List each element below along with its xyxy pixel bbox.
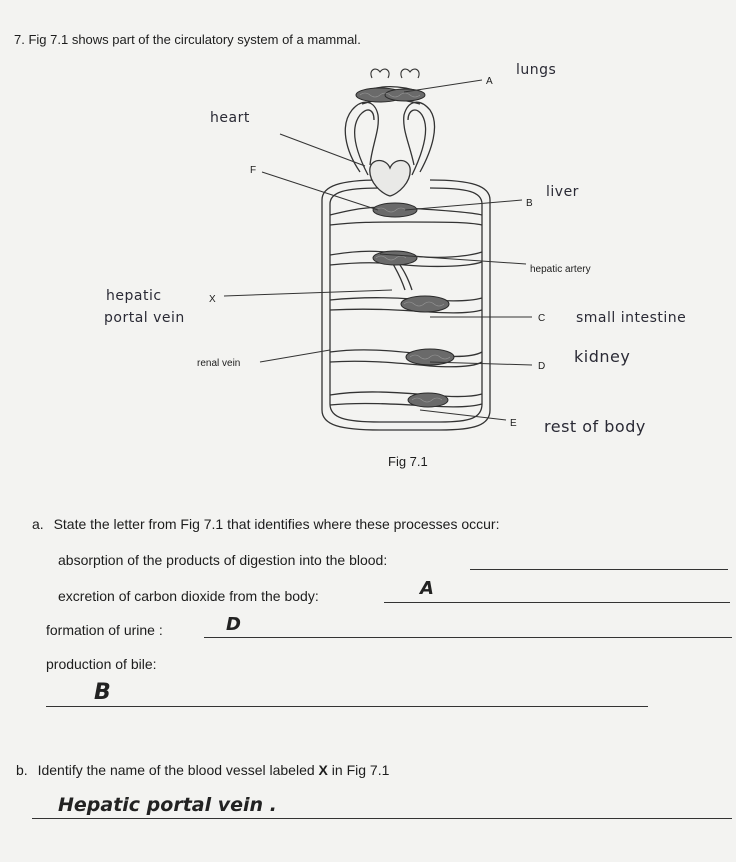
answer-line-excretion-co2[interactable]	[384, 602, 730, 603]
item-absorption: absorption of the products of digestion into the blood:	[58, 552, 388, 568]
answer-production-of-bile: B	[94, 680, 111, 705]
answer-line-part-b[interactable]	[32, 818, 732, 819]
label-hepatic-artery: hepatic artery	[530, 264, 591, 275]
answer-line-formation-of-urine[interactable]	[204, 637, 732, 638]
hw-liver: liver	[546, 184, 579, 200]
hw-rest-of-body: rest of body	[544, 417, 646, 436]
label-B: B	[526, 198, 533, 209]
item-excretion-co2: excretion of carbon dioxide from the body:	[58, 588, 319, 604]
question-number: 7.	[14, 32, 25, 47]
label-F: F	[250, 165, 257, 176]
label-C: C	[538, 313, 546, 324]
hw-portal-vein: portal vein	[104, 310, 185, 326]
item-production-of-bile: production of bile:	[46, 656, 157, 672]
hw-lungs: lungs	[516, 62, 557, 78]
part-a-text: State the letter from Fig 7.1 that identifies where these processes occur:	[53, 516, 500, 532]
item-formation-of-urine: formation of urine :	[46, 622, 163, 638]
part-a-prompt	[32, 516, 499, 532]
figure-caption: Fig 7.1	[388, 454, 428, 469]
part-b-text-bold: X	[318, 762, 328, 778]
hw-hepatic: hepatic	[106, 288, 162, 304]
part-b-text-after: in Fig 7.1	[331, 762, 390, 778]
part-b-text-before: Identify the name of the blood vessel labeled	[37, 762, 315, 778]
label-X: X	[209, 294, 216, 305]
label-renal-vein: renal vein	[197, 358, 241, 369]
answer-line-absorption[interactable]	[470, 569, 728, 570]
label-D: D	[538, 361, 546, 372]
answer-formation-of-urine: D	[226, 614, 241, 635]
part-a-label: a.	[32, 516, 44, 532]
answer-line-production-of-bile[interactable]	[46, 706, 648, 707]
part-b-label: b.	[16, 762, 28, 778]
answer-part-b: Hepatic portal vein .	[58, 794, 277, 816]
label-A: A	[486, 76, 493, 87]
hw-heart: heart	[210, 110, 250, 126]
hw-small-intestine: small intestine	[576, 310, 687, 326]
answer-excretion-co2: A	[420, 578, 434, 599]
part-b-prompt	[16, 762, 389, 778]
hw-kidney: kidney	[574, 347, 631, 366]
question-text: Fig 7.1 shows part of the circulatory system of a mammal.	[28, 32, 361, 47]
label-E: E	[510, 418, 517, 429]
